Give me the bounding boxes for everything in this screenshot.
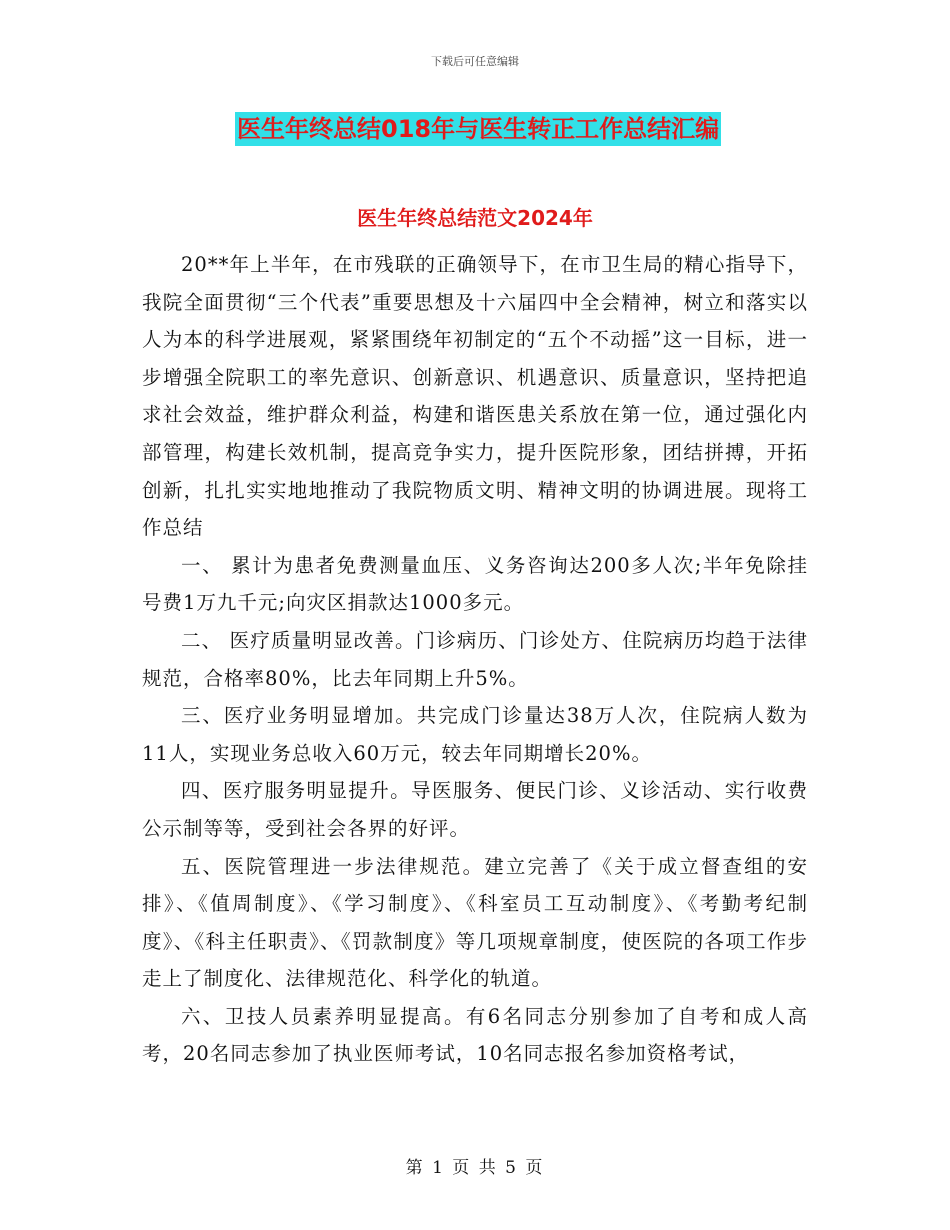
paragraph: 三、医疗业务明显增加。共完成门诊量达38万人次，住院病人数为11人，实现业务总收入60万元，较去年同期增长20%。 bbox=[142, 704, 808, 765]
paragraph: 四、医疗服务明显提升。导医服务、便民门诊、义诊活动、实行收费公示制等等，受到社会各界的好评。 bbox=[142, 779, 808, 840]
header-note: 下载后可任意编辑 bbox=[431, 55, 519, 68]
page-number-footer: 第 1 页 共 5 页 bbox=[405, 1158, 545, 1178]
document-title-container bbox=[235, 112, 765, 146]
paragraph: 二、 医疗质量明显改善。门诊病历、门诊处方、住院病历均趋于法律规范，合格率80%，比去年同期上升5%。 bbox=[142, 628, 808, 690]
section-title: 医生年终总结范文2024年 bbox=[357, 206, 593, 230]
document-title: 医生年终总结018年与医生转正工作总结汇编 bbox=[235, 112, 721, 146]
paragraph: 20**年上半年，在市残联的正确领导下，在市卫生局的精心指导下，我院全面贯彻“三个代表”重要思想及十六届四中全会精神，树立和落实以人为本的科学进展观，紧紧围绕年初制定的“五个不动摇”这一目标，进一步增强全院职工的率先意识、创新意识、机遇意识、质量意识，坚持把追求社会效益，维护群众利益，构建和谐医患关系放在第一位，通过强化内部管理，构建长效机制，提高竞争实力，提升医院形象，团结拼搏，开拓创新，扎扎实实地地推动了我院物质文明、精神文明的协调进展。现将工作总结 bbox=[142, 253, 808, 540]
paragraph: 五、医院管理进一步法律规范。建立完善了《关于成立督查组的安排》、《值周制度》、《学习制度》、《科室员工互动制度》、《考勤考纪制度》、《科主任职责》、《罚款制度》等几项规章制度，使医院的各项工作步走上了制度化、法律规范化、科学化的轨道。 bbox=[142, 854, 808, 991]
document-body bbox=[142, 246, 808, 1073]
paragraph: 一、 累计为患者免费测量血压、义务咨询达200多人次;半年免除挂号费1万九千元;向灾区捐款达1000多元。 bbox=[142, 553, 808, 615]
paragraph: 六、卫技人员素养明显提高。有6名同志分别参加了自考和成人高考，20名同志参加了执业医师考试，10名同志报名参加资格考试， bbox=[142, 1004, 808, 1066]
